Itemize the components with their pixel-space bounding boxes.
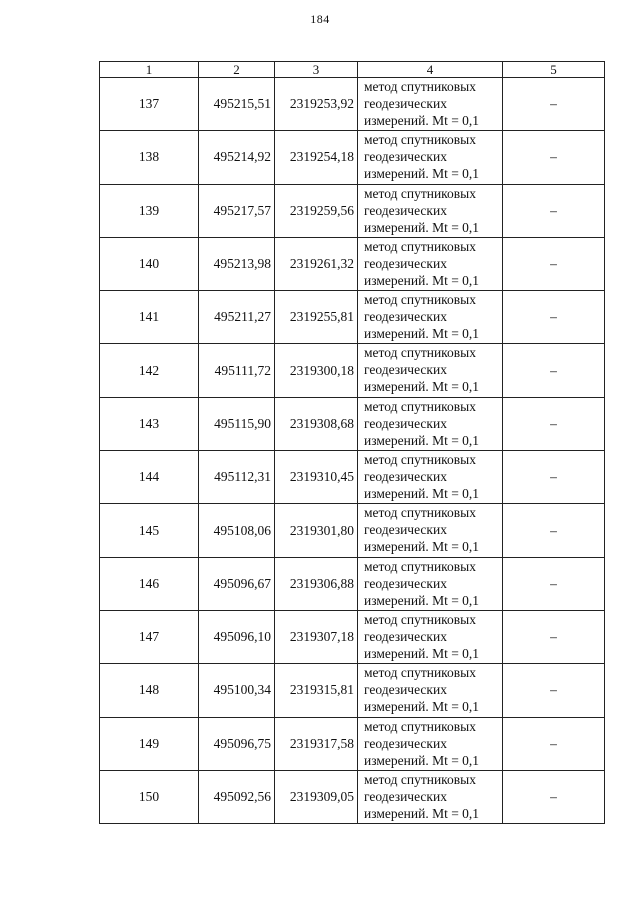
coordinate-y: 2319315,81 (275, 664, 358, 717)
col5-value: – (503, 397, 605, 450)
method-line: геодезических (364, 362, 447, 378)
method-line: геодезических (364, 575, 447, 591)
table-row (100, 237, 605, 290)
method-description (358, 610, 503, 663)
method-description (358, 451, 503, 504)
point-number: 144 (100, 451, 199, 504)
col5-value: – (503, 78, 605, 131)
method-line: измерений. Mt = 0,1 (364, 379, 480, 395)
coordinate-x: 495112,31 (199, 451, 275, 504)
coordinate-x: 495096,67 (199, 557, 275, 610)
method-line: измерений. Mt = 0,1 (364, 592, 480, 608)
coordinates-table (99, 61, 605, 824)
method-line: метод спутниковых (364, 398, 476, 414)
coordinate-y: 2319306,88 (275, 557, 358, 610)
method-line: измерений. Mt = 0,1 (364, 432, 480, 448)
method-line: метод спутниковых (364, 238, 476, 254)
method-line: метод спутниковых (364, 132, 476, 148)
method-description (358, 664, 503, 717)
table-row (100, 664, 605, 717)
method-line: геодезических (364, 149, 447, 165)
point-number: 138 (100, 131, 199, 184)
coordinate-y: 2319261,32 (275, 237, 358, 290)
method-description (358, 557, 503, 610)
method-line: метод спутниковых (364, 292, 476, 308)
table-row (100, 557, 605, 610)
col5-value: – (503, 451, 605, 504)
method-line: геодезических (364, 788, 447, 804)
method-line: измерений. Mt = 0,1 (364, 699, 480, 715)
coordinate-y: 2319301,80 (275, 504, 358, 557)
col5-value: – (503, 770, 605, 823)
method-line: измерений. Mt = 0,1 (364, 326, 480, 342)
coordinate-x: 495217,57 (199, 184, 275, 237)
coordinate-x: 495096,75 (199, 717, 275, 770)
coordinate-x: 495092,56 (199, 770, 275, 823)
table-row (100, 291, 605, 344)
coordinate-y: 2319307,18 (275, 610, 358, 663)
table-row (100, 78, 605, 131)
col5-value: – (503, 664, 605, 717)
method-line: измерений. Mt = 0,1 (364, 272, 480, 288)
col5-value: – (503, 557, 605, 610)
method-line: геодезических (364, 202, 447, 218)
method-line: метод спутниковых (364, 505, 476, 521)
method-description (358, 291, 503, 344)
method-line: измерений. Mt = 0,1 (364, 539, 480, 555)
method-description (358, 504, 503, 557)
col5-value: – (503, 291, 605, 344)
col5-value: – (503, 184, 605, 237)
point-number: 143 (100, 397, 199, 450)
point-number: 146 (100, 557, 199, 610)
coordinate-x: 495108,06 (199, 504, 275, 557)
coordinate-x: 495211,27 (199, 291, 275, 344)
method-line: измерений. Mt = 0,1 (364, 752, 480, 768)
method-line: метод спутниковых (364, 718, 476, 734)
table-row (100, 504, 605, 557)
method-description (358, 717, 503, 770)
method-line: геодезических (364, 682, 447, 698)
coordinate-y: 2319308,68 (275, 397, 358, 450)
method-line: метод спутниковых (364, 185, 476, 201)
method-line: геодезических (364, 255, 447, 271)
method-line: метод спутниковых (364, 611, 476, 627)
coordinate-x: 495100,34 (199, 664, 275, 717)
col5-value: – (503, 717, 605, 770)
method-line: метод спутниковых (364, 558, 476, 574)
page-number: 184 (310, 12, 330, 26)
method-line: геодезических (364, 309, 447, 325)
method-line: геодезических (364, 522, 447, 538)
method-line: геодезических (364, 469, 447, 485)
method-line: геодезических (364, 628, 447, 644)
method-description (358, 770, 503, 823)
point-number: 139 (100, 184, 199, 237)
method-line: метод спутниковых (364, 452, 476, 468)
method-line: метод спутниковых (364, 771, 476, 787)
point-number: 149 (100, 717, 199, 770)
method-line: геодезических (364, 735, 447, 751)
point-number: 140 (100, 237, 199, 290)
method-description (358, 184, 503, 237)
method-description (358, 78, 503, 131)
coordinate-y: 2319259,56 (275, 184, 358, 237)
coordinate-y: 2319253,92 (275, 78, 358, 131)
point-number: 147 (100, 610, 199, 663)
coordinate-y: 2319255,81 (275, 291, 358, 344)
method-description (358, 344, 503, 397)
coordinate-x: 495215,51 (199, 78, 275, 131)
coordinate-y: 2319300,18 (275, 344, 358, 397)
coordinate-x: 495115,90 (199, 397, 275, 450)
header-col-5: 5 (503, 62, 605, 78)
coordinate-y: 2319309,05 (275, 770, 358, 823)
method-line: метод спутниковых (364, 79, 476, 94)
method-line: метод спутниковых (364, 345, 476, 361)
point-number: 145 (100, 504, 199, 557)
col5-value: – (503, 344, 605, 397)
point-number: 148 (100, 664, 199, 717)
table-body (100, 78, 605, 824)
coordinate-y: 2319310,45 (275, 451, 358, 504)
method-line: геодезических (364, 96, 447, 111)
method-line: измерений. Mt = 0,1 (364, 486, 480, 502)
point-number: 137 (100, 78, 199, 131)
method-line: измерений. Mt = 0,1 (364, 805, 480, 821)
table-row (100, 184, 605, 237)
coordinate-x: 495111,72 (199, 344, 275, 397)
col5-value: – (503, 504, 605, 557)
header-col-3: 3 (275, 62, 358, 78)
method-description (358, 237, 503, 290)
col5-value: – (503, 131, 605, 184)
table-row (100, 717, 605, 770)
method-description (358, 131, 503, 184)
point-number: 141 (100, 291, 199, 344)
method-description (358, 397, 503, 450)
coordinate-x: 495214,92 (199, 131, 275, 184)
table-row (100, 397, 605, 450)
method-line: измерений. Mt = 0,1 (364, 166, 480, 182)
method-line: метод спутниковых (364, 665, 476, 681)
table-row (100, 770, 605, 823)
point-number: 142 (100, 344, 199, 397)
header-row (100, 62, 605, 78)
table-row (100, 451, 605, 504)
header-col-4: 4 (358, 62, 503, 78)
table-row (100, 344, 605, 397)
coordinate-x: 495096,10 (199, 610, 275, 663)
method-line: измерений. Mt = 0,1 (364, 645, 480, 661)
col5-value: – (503, 237, 605, 290)
coordinate-y: 2319254,18 (275, 131, 358, 184)
method-line: измерений. Mt = 0,1 (364, 219, 480, 235)
method-line: измерений. Mt = 0,1 (364, 113, 480, 128)
method-line: геодезических (364, 415, 447, 431)
table-row (100, 131, 605, 184)
table-row (100, 610, 605, 663)
point-number: 150 (100, 770, 199, 823)
coordinate-x: 495213,98 (199, 237, 275, 290)
coordinate-y: 2319317,58 (275, 717, 358, 770)
col5-value: – (503, 610, 605, 663)
header-col-1: 1 (100, 62, 199, 78)
header-col-2: 2 (199, 62, 275, 78)
table-header (100, 62, 605, 78)
